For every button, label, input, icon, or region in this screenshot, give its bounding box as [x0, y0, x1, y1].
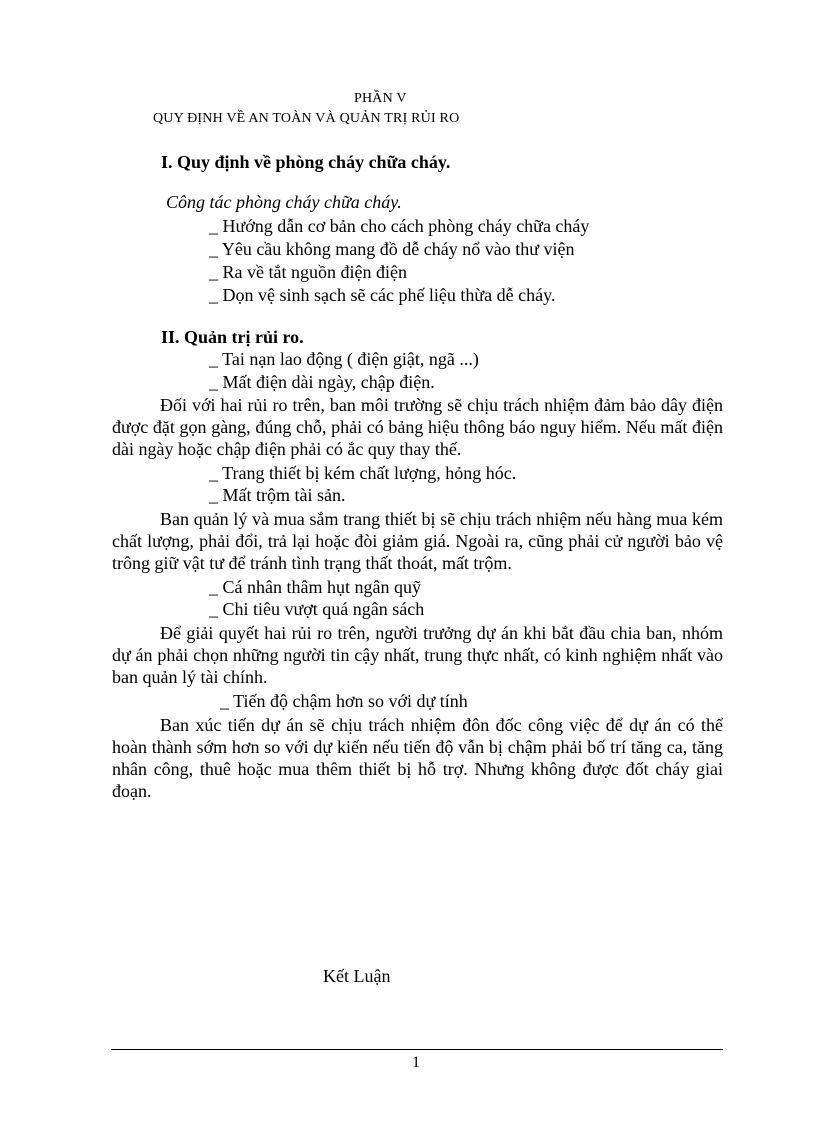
list-item: _ Ra về tắt nguồn điện điện: [209, 262, 407, 282]
section1-intro: Công tác phòng cháy chữa cháy.: [166, 192, 402, 212]
part-title: PHẦN V: [354, 91, 407, 106]
paragraph: Để giải quyết hai rủi ro trên, người trưởng dự án khi bắt đầu chia ban, nhóm dự án phải chọn những người tin cậy nhất, trung thực nhất, có kinh nghiệm nhất vào ban quản lý tài chính.: [112, 623, 723, 687]
list-item: _ Cá nhân thâm hụt ngân quỹ: [209, 577, 421, 597]
part-subtitle: QUY ĐỊNH VỀ AN TOÀN VÀ QUẢN TRỊ RỦI RO: [153, 111, 460, 126]
paragraph: Ban xúc tiến dự án sẽ chịu trách nhiệm đôn đốc công việc để dự án có thể hoàn thành sớm hơn so với dự kiến nếu tiến độ vẫn bị chậm phải bố trí tăng ca, tăng nhân công, thuê hoặc mua thêm thiết bị hỗ trợ. Nhưng không được đốt cháy giai đoạn.: [112, 715, 723, 801]
paragraph: Ban quản lý và mua sắm trang thiết bị sẽ chịu trách nhiệm nếu hàng mua kém chất lượng, phải đổi, trả lại hoặc đòi giảm giá. Ngoài ra, cũng phải cử người bảo vệ trông giữ vật tư để tránh tình trạng thất thoát, mất trộm.: [112, 509, 723, 573]
conclusion-heading: Kết Luận: [323, 966, 391, 986]
list-item: _ Hướng dẫn cơ bản cho cách phòng cháy chữa cháy: [209, 216, 590, 236]
section1-heading: I. Quy định về phòng cháy chữa cháy.: [161, 152, 451, 172]
list-item: _ Tai nạn lao động ( điện giật, ngã ...): [209, 349, 479, 369]
page-number: 1: [412, 1054, 420, 1071]
section2-heading: II. Quản trị rủi ro.: [161, 327, 304, 347]
list-item: _ Mất trộm tài sản.: [209, 485, 346, 505]
list-item: _ Tiến độ chậm hơn so với dự tính: [220, 691, 468, 711]
paragraph: Đối với hai rủi ro trên, ban môi trường sẽ chịu trách nhiệm đảm bảo dây điện được đặt gọn gàng, đúng chỗ, phải có bảng hiệu thông báo nguy hiểm. Nếu mất điện dài ngày hoặc chập điện phải có ắc quy thay thế.: [112, 395, 723, 459]
list-item: _ Trang thiết bị kém chất lượng, hỏng hóc.: [209, 463, 517, 483]
footer-divider: [111, 1049, 723, 1050]
list-item: _ Yêu cầu không mang đồ dễ cháy nổ vào thư viện: [209, 239, 575, 259]
list-item: _ Chi tiêu vượt quá ngân sách: [209, 599, 425, 619]
list-item: _ Mất điện dài ngày, chập điện.: [209, 372, 435, 392]
list-item: _ Dọn vệ sinh sạch sẽ các phế liệu thừa dễ cháy.: [209, 285, 556, 305]
